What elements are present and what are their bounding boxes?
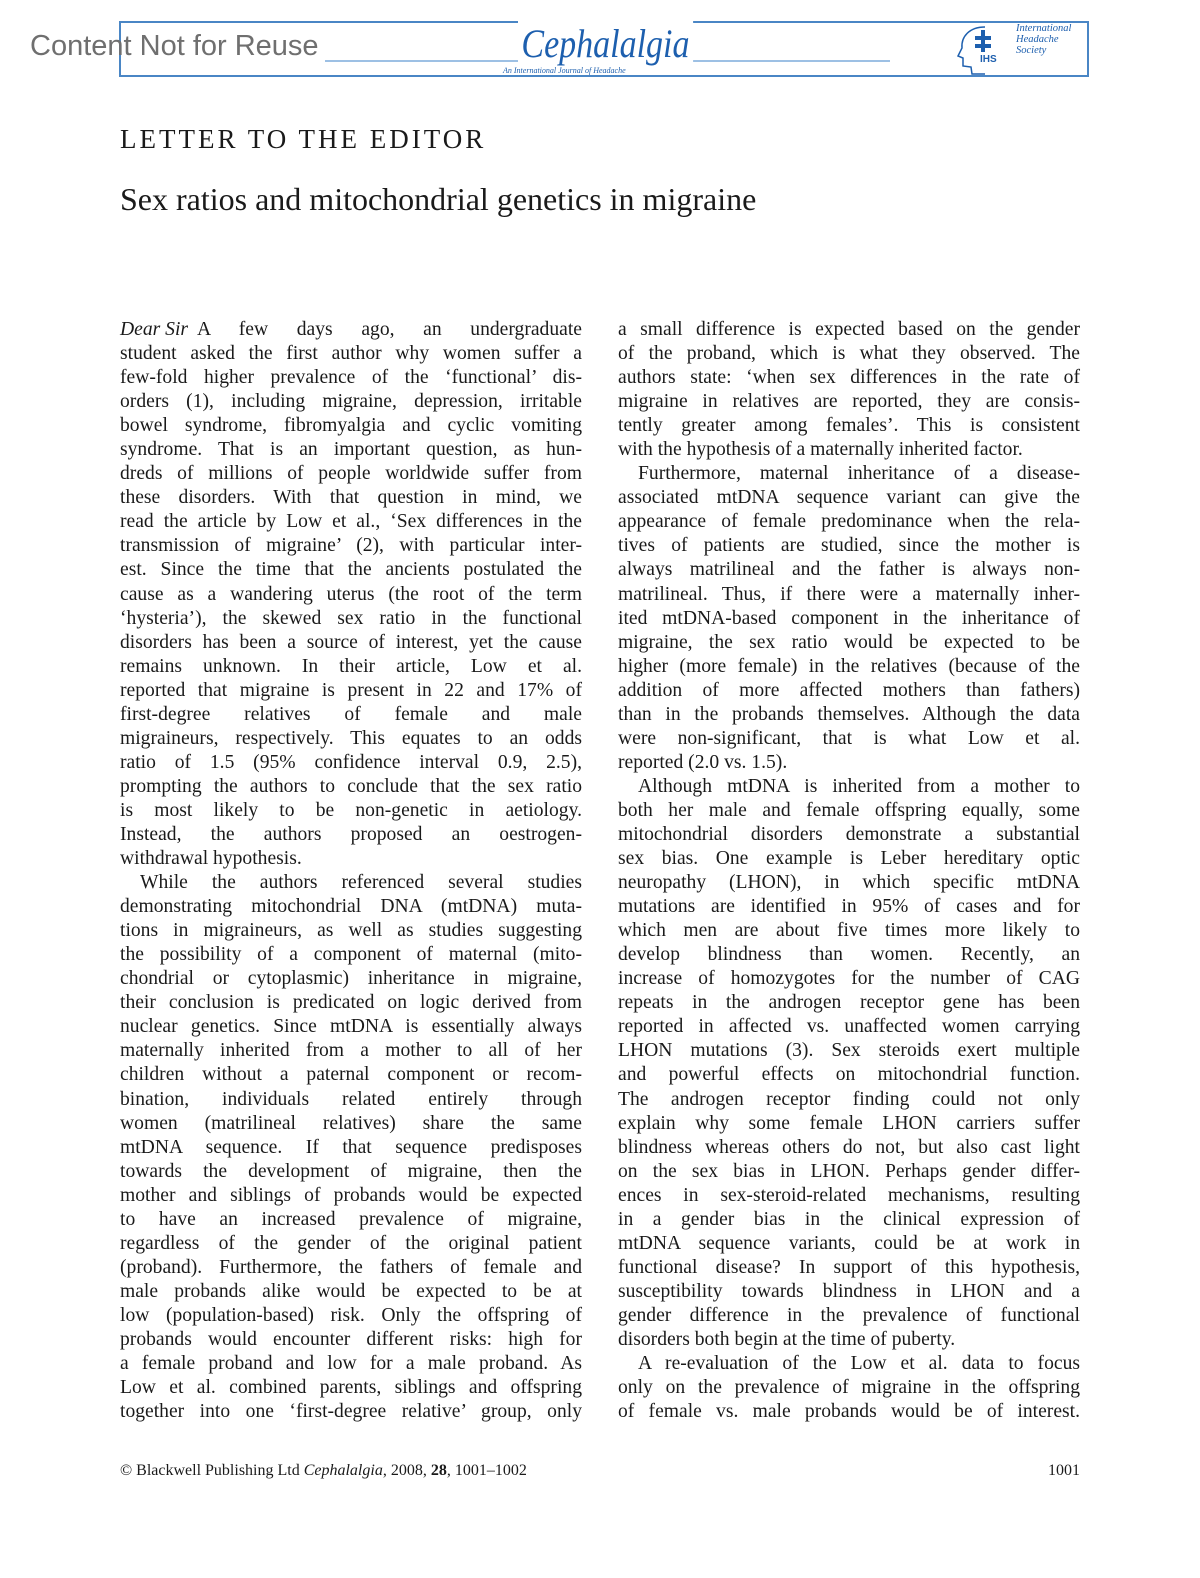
paragraph xyxy=(618,462,1080,775)
text-line: (proband). Furthermore, the fathers of female and xyxy=(120,1256,582,1278)
text-line: reported in affected vs. unaffected women carrying xyxy=(618,1016,1080,1038)
society-line: International xyxy=(1016,23,1072,34)
journal-logo: Cephalalgia xyxy=(518,20,693,67)
text-line: these disorders. With that question in mind, we xyxy=(120,487,582,509)
text-line: towards the development of migraine, then the xyxy=(120,1160,582,1182)
text-line: mother and siblings of probands would be expected xyxy=(120,1184,582,1206)
text-line: demonstrating mitochondrial DNA (mtDNA) muta- xyxy=(120,896,582,918)
watermark: Content Not for Reuse xyxy=(30,30,319,62)
text: A few days ago, an undergraduate xyxy=(197,319,582,340)
text-line: with the hypothesis of a maternally inherited factor. xyxy=(618,439,1023,461)
text-line: only on the prevalence of migraine in the offspring xyxy=(618,1377,1080,1399)
text-line: migraine in relatives are reported, they are consis- xyxy=(618,391,1080,413)
text-line: associated mtDNA sequence variant can give the xyxy=(618,487,1080,509)
text-line: Low et al. combined parents, siblings and offspring xyxy=(120,1377,582,1399)
text-line: orders (1), including migraine, depression, irritable xyxy=(120,391,582,413)
text-line: susceptibility towards blindness in LHON and a xyxy=(618,1280,1080,1302)
text-line: blindness whereas others do not, but also cast light xyxy=(618,1136,1080,1158)
text-line: ratio of 1.5 (95% confidence interval 0.9, 2.5), xyxy=(120,751,582,773)
text-line: mtDNA sequence variants, could be at work in xyxy=(618,1232,1080,1254)
text-line: transmission of migraine’ (2), with particular inter- xyxy=(120,535,582,557)
text-line: student asked the first author why women suffer a xyxy=(120,343,582,365)
text-line: maternally inherited from a mother to all of her xyxy=(120,1040,582,1062)
text-line: regardless of the gender of the original patient xyxy=(120,1232,582,1254)
text-line: dreds of millions of people worldwide suffer from xyxy=(120,463,582,485)
page-number: 1001 xyxy=(1048,1462,1080,1479)
footer-year: , 2008, xyxy=(382,1462,431,1479)
text-line: reported (2.0 vs. 1.5). xyxy=(618,751,788,773)
text-line: were non-significant, that is what Low et al. xyxy=(618,727,1080,749)
paragraph xyxy=(120,871,582,1424)
text-line xyxy=(120,318,582,342)
text-line: functional disease? In support of this hypothesis, xyxy=(618,1256,1080,1278)
text-line: LHON mutations (3). Sex steroids exert multiple xyxy=(618,1040,1080,1062)
footer-pages: , 1001–1002 xyxy=(446,1462,527,1479)
text-line: appearance of female predominance when the rela- xyxy=(618,511,1080,533)
text-line: cause as a wandering uterus (the root of the term xyxy=(120,583,582,605)
text-line: first-degree relatives of female and male xyxy=(120,703,582,725)
paragraph xyxy=(618,318,1080,462)
text-line: few-fold higher prevalence of the ‘functional’ dis- xyxy=(120,367,582,389)
text-line: a female proband and low for a male proband. As xyxy=(120,1353,582,1375)
footer-volume: 28 xyxy=(430,1462,447,1479)
text-line: syndrome. That is an important question, as hun- xyxy=(120,439,582,461)
salutation: Dear Sir xyxy=(120,319,189,340)
text-line: mtDNA sequence. If that sequence predisposes xyxy=(120,1136,582,1158)
text-line: tently greater among females’. This is consistent xyxy=(618,415,1080,437)
text-line: low (population-based) risk. Only the offspring of xyxy=(120,1304,582,1326)
text-line: nuclear genetics. Since mtDNA is essentially always xyxy=(120,1016,582,1038)
text-line: increase of homozygotes for the number of CAG xyxy=(618,968,1080,990)
text-line: always matrilineal and the father is always non- xyxy=(618,559,1080,581)
text-line: of the proband, which is what they observed. The xyxy=(618,343,1080,365)
text-line: While the authors referenced several studies xyxy=(140,872,582,894)
text-line: Furthermore, maternal inheritance of a disease- xyxy=(638,463,1080,485)
journal-subtitle: An International Journal of Headache xyxy=(503,66,626,75)
paragraph xyxy=(618,775,1080,1352)
text-line: is most likely to be non-genetic in aetiology. xyxy=(120,799,582,821)
footer-journal: Cephalalgia xyxy=(303,1462,383,1479)
text-line: sex bias. One example is Leber hereditary optic xyxy=(618,848,1080,870)
text-line: mutations are identified in 95% of cases and for xyxy=(618,896,1080,918)
text-line: probands would encounter different risks: high for xyxy=(120,1328,582,1350)
text-line: read the article by Low et al., ‘Sex differences in the xyxy=(120,511,582,533)
society-line: Headache xyxy=(1016,34,1059,45)
text-line: addition of more affected mothers than fathers) xyxy=(618,679,1080,701)
text-line: in a gender bias in the clinical expression of xyxy=(618,1208,1080,1230)
text-line: The androgen receptor finding could not only xyxy=(618,1088,1080,1110)
text-line: women (matrilineal relatives) share the same xyxy=(120,1112,582,1134)
text-line: Although mtDNA is inherited from a mother to xyxy=(638,775,1080,797)
text-line: bowel syndrome, fibromyalgia and cyclic vomiting xyxy=(120,415,582,437)
text-line: est. Since the time that the ancients postulated the xyxy=(120,559,582,581)
text-line: matrilineal. Thus, if there were a maternally inher- xyxy=(618,583,1080,605)
text-line: withdrawal hypothesis. xyxy=(120,848,302,870)
text-line: tions in migraineurs, as well as studies suggesting xyxy=(120,920,582,942)
section-heading: LETTER TO THE EDITOR xyxy=(120,124,487,154)
text-line: children without a paternal component or recom- xyxy=(120,1064,582,1086)
text-line: bination, individuals related entirely through xyxy=(120,1088,582,1110)
society-abbreviation: IHS xyxy=(980,54,997,65)
text-line: mitochondrial disorders demonstrate a substantial xyxy=(618,823,1080,845)
text-line: the possibility of a component of maternal (mito- xyxy=(120,944,582,966)
footer xyxy=(120,1462,1080,1480)
text-line: explain why some female LHON carriers suffer xyxy=(618,1112,1080,1134)
text-line: their conclusion is predicated on logic derived from xyxy=(120,992,582,1014)
text-line: Instead, the authors proposed an oestrogen- xyxy=(120,823,582,845)
footer-publisher: © Blackwell Publishing Ltd xyxy=(120,1462,300,1479)
ihs-head-icon xyxy=(955,24,1011,76)
text-line: prompting the authors to conclude that the sex ratio xyxy=(120,775,582,797)
text-line: ited mtDNA-based component in the inheritance of xyxy=(618,607,1080,629)
text-line: and powerful effects on mitochondrial function. xyxy=(618,1064,1080,1086)
right-column xyxy=(618,318,1080,1424)
text-line: tives of patients are studied, since the mother is xyxy=(618,535,1080,557)
article-title: Sex ratios and mitochondrial genetics in migraine xyxy=(120,181,757,217)
text-line: ences in sex-steroid-related mechanisms, resulting xyxy=(618,1184,1080,1206)
text-line: remains unknown. In their article, Low et al. xyxy=(120,655,582,677)
text-line: migraineurs, respectively. This equates to an odds xyxy=(120,727,582,749)
paragraph xyxy=(618,1352,1080,1424)
text-line: both her male and female offspring equally, some xyxy=(618,799,1080,821)
text-line: disorders both begin at the time of puberty. xyxy=(618,1328,956,1350)
text-line: gender difference in the prevalence of functional xyxy=(618,1304,1080,1326)
text-line: ‘hysteria’), the skewed sex ratio in the functional xyxy=(120,607,582,629)
text-line: male probands alike would be expected to be at xyxy=(120,1280,582,1302)
society-line: Society xyxy=(1016,45,1047,56)
text-line: chondrial or cytoplasmic) inheritance in migraine, xyxy=(120,968,582,990)
text-line: together into one ‘first-degree relative’ group, only xyxy=(120,1401,582,1423)
text-line: A re-evaluation of the Low et al. data to focus xyxy=(638,1353,1080,1375)
text-line: neuropathy (LHON), in which specific mtDNA xyxy=(618,872,1080,894)
text-line: reported that migraine is present in 22 and 17% of xyxy=(120,679,582,701)
society-name xyxy=(1016,23,1071,56)
text-line: develop blindness than women. Recently, an xyxy=(618,944,1080,966)
text-line: a small difference is expected based on the gender xyxy=(618,319,1080,340)
text-line: higher (more female) in the relatives (because of the xyxy=(618,655,1080,677)
text-line: of female vs. male probands would be of interest. xyxy=(618,1401,1080,1423)
text-line: disorders has been a source of interest, yet the cause xyxy=(120,631,582,653)
text-line: repeats in the androgen receptor gene has been xyxy=(618,992,1080,1014)
text-line: on the sex bias in LHON. Perhaps gender differ- xyxy=(618,1160,1080,1182)
text-line: than in the probands themselves. Although the data xyxy=(618,703,1080,725)
text-line: migraine, the sex ratio would be expected to be xyxy=(618,631,1080,653)
text-line: to have an increased prevalence of migraine, xyxy=(120,1208,582,1230)
paragraph xyxy=(120,318,582,871)
text-line: authors state: ‘when sex differences in the rate of xyxy=(618,367,1080,389)
text-line: which men are about five times more likely to xyxy=(618,920,1080,942)
left-column xyxy=(120,318,582,1424)
